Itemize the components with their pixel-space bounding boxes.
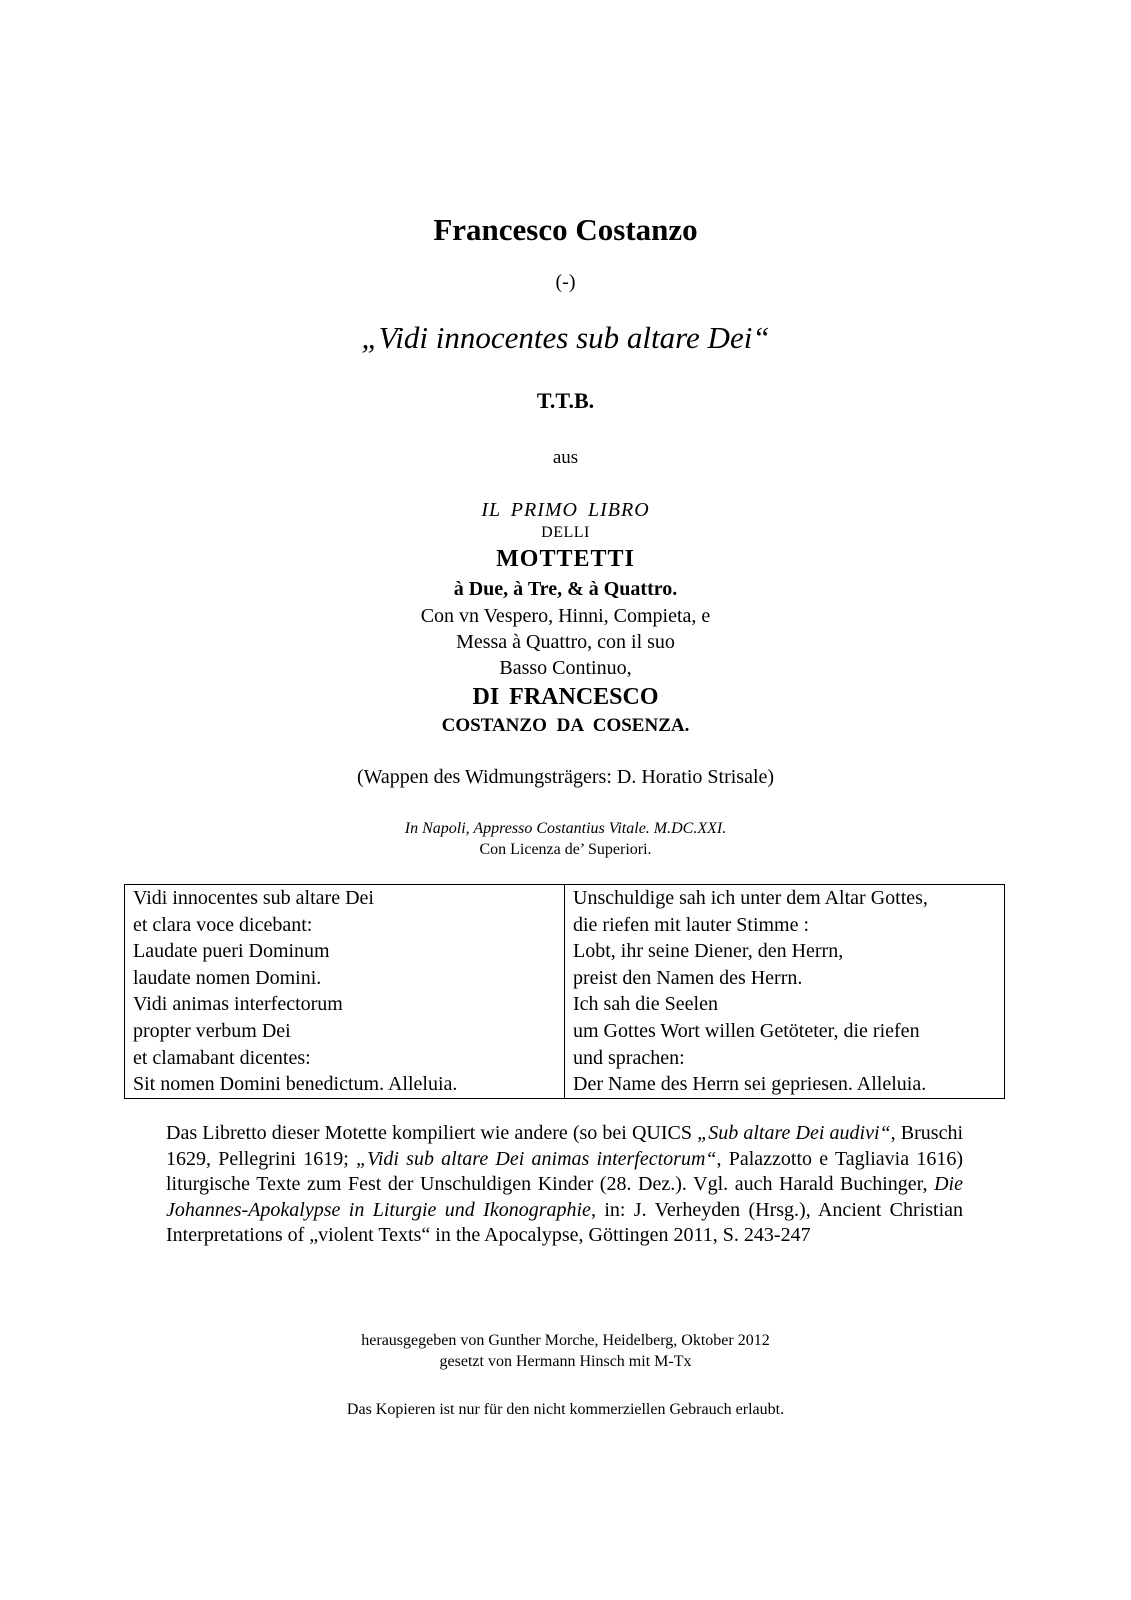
table-row: [125, 885, 1005, 1099]
latin-line: Laudate pueri Dominum: [133, 940, 330, 963]
imprint-line-1: In Napoli, Appresso Costantius Vitale. M.DC.XXI.: [404, 820, 727, 837]
german-line: Unschuldige sah ich unter dem Altar Gottes,: [573, 887, 928, 909]
latin-line: et clara voce dicebant:: [133, 913, 313, 936]
print-title-line-2: DELLI: [541, 524, 590, 541]
print-title-line-9: COSTANZO DA COSENZA.: [441, 715, 690, 736]
german-line: und sprachen:: [573, 1046, 685, 1069]
latin-line: Vidi innocentes sub altare Dei: [133, 887, 374, 909]
work-title: „Vidi innocentes sub altare Dei“: [361, 320, 770, 355]
latin-line: Sit nomen Domini benedictum. Alleluia.: [133, 1073, 458, 1096]
print-title-line-3: MOTTETTI: [496, 546, 635, 572]
note-italic-title: „Sub altare Dei audivi“: [697, 1122, 891, 1144]
note-text: , in: J. Verheyden (Hrsg.), Ancient Christian Interpretations of „violent Texts“ in the Apocalypse, Göttingen 2011, S. 243-247: [166, 1198, 964, 1246]
print-title-line-7: Basso Continuo,: [499, 657, 632, 679]
german-line: Der Name des Herrn sei gepriesen. Alleluia.: [573, 1073, 927, 1096]
german-text-cell: [565, 885, 1005, 1099]
german-line: die riefen mit lauter Stimme :: [573, 913, 810, 936]
typesetter-credit: gesetzt von Hermann Hinsch mit M-Tx: [439, 1353, 692, 1370]
latin-line: Vidi animas interfectorum: [133, 993, 343, 1016]
german-line: Ich sah die Seelen: [573, 993, 718, 1016]
print-title-line-5: Con vn Vespero, Hinni, Compieta, e: [420, 605, 711, 627]
composer-dates: (-): [555, 271, 576, 293]
print-title-block: [0, 497, 1131, 739]
note-text: , Palazzotto e Tagliavia 1616) liturgische Texte zum Fest der Unschuldigen Kinder (28. Dez.). Vgl. auch Harald Buchinger,: [166, 1147, 963, 1195]
latin-line: propter verbum Dei: [133, 1019, 291, 1042]
latin-line: laudate nomen Domini.: [133, 966, 322, 989]
note-text: Das Libretto dieser Motette kompiliert wie andere (so bei QUICS: [166, 1122, 698, 1144]
german-line: preist den Namen des Herrn.: [573, 966, 803, 989]
source-prefix: aus: [552, 447, 579, 468]
edition-credits: [0, 1330, 1131, 1372]
note-text: , Bruschi 1629, Pellegrini 1619;: [166, 1122, 963, 1170]
composer-name: Francesco Costanzo: [433, 212, 698, 247]
coat-of-arms-note: (Wappen des Widmungsträgers: D. Horatio Strisale): [356, 766, 775, 788]
text-translation-table: [124, 884, 1005, 1099]
imprint: [0, 818, 1131, 860]
note-italic-title: „Vidi sub altare Dei animas interfectorum“: [355, 1147, 717, 1170]
german-line: Lobt, ihr seine Diener, den Herrn,: [573, 940, 844, 963]
latin-text-cell: [125, 885, 565, 1099]
editor-credit: herausgegeben von Gunther Morche, Heidelberg, Oktober 2012: [361, 1332, 770, 1349]
german-line: um Gottes Wort willen Getöteter, die riefen: [573, 1019, 920, 1042]
copyright-notice: Das Kopieren ist nur für den nicht kommerziellen Gebrauch erlaubt.: [346, 1401, 785, 1418]
note-italic-title: Die Johannes-Apokalypse in Liturgie und Ikonographie: [166, 1173, 963, 1221]
print-title-line-1: IL PRIMO LIBRO: [481, 499, 650, 521]
latin-line: et clamabant dicentes:: [133, 1046, 311, 1069]
voicing: T.T.B.: [536, 388, 595, 413]
print-title-line-8: DI FRANCESCO: [472, 684, 659, 710]
libretto-note: [166, 1121, 963, 1249]
print-title-line-4: à Due, à Tre, & à Quattro.: [453, 578, 678, 600]
print-title-line-6: Messa à Quattro, con il suo: [456, 631, 675, 653]
imprint-line-2: Con Licenza de’ Superiori.: [479, 841, 652, 858]
